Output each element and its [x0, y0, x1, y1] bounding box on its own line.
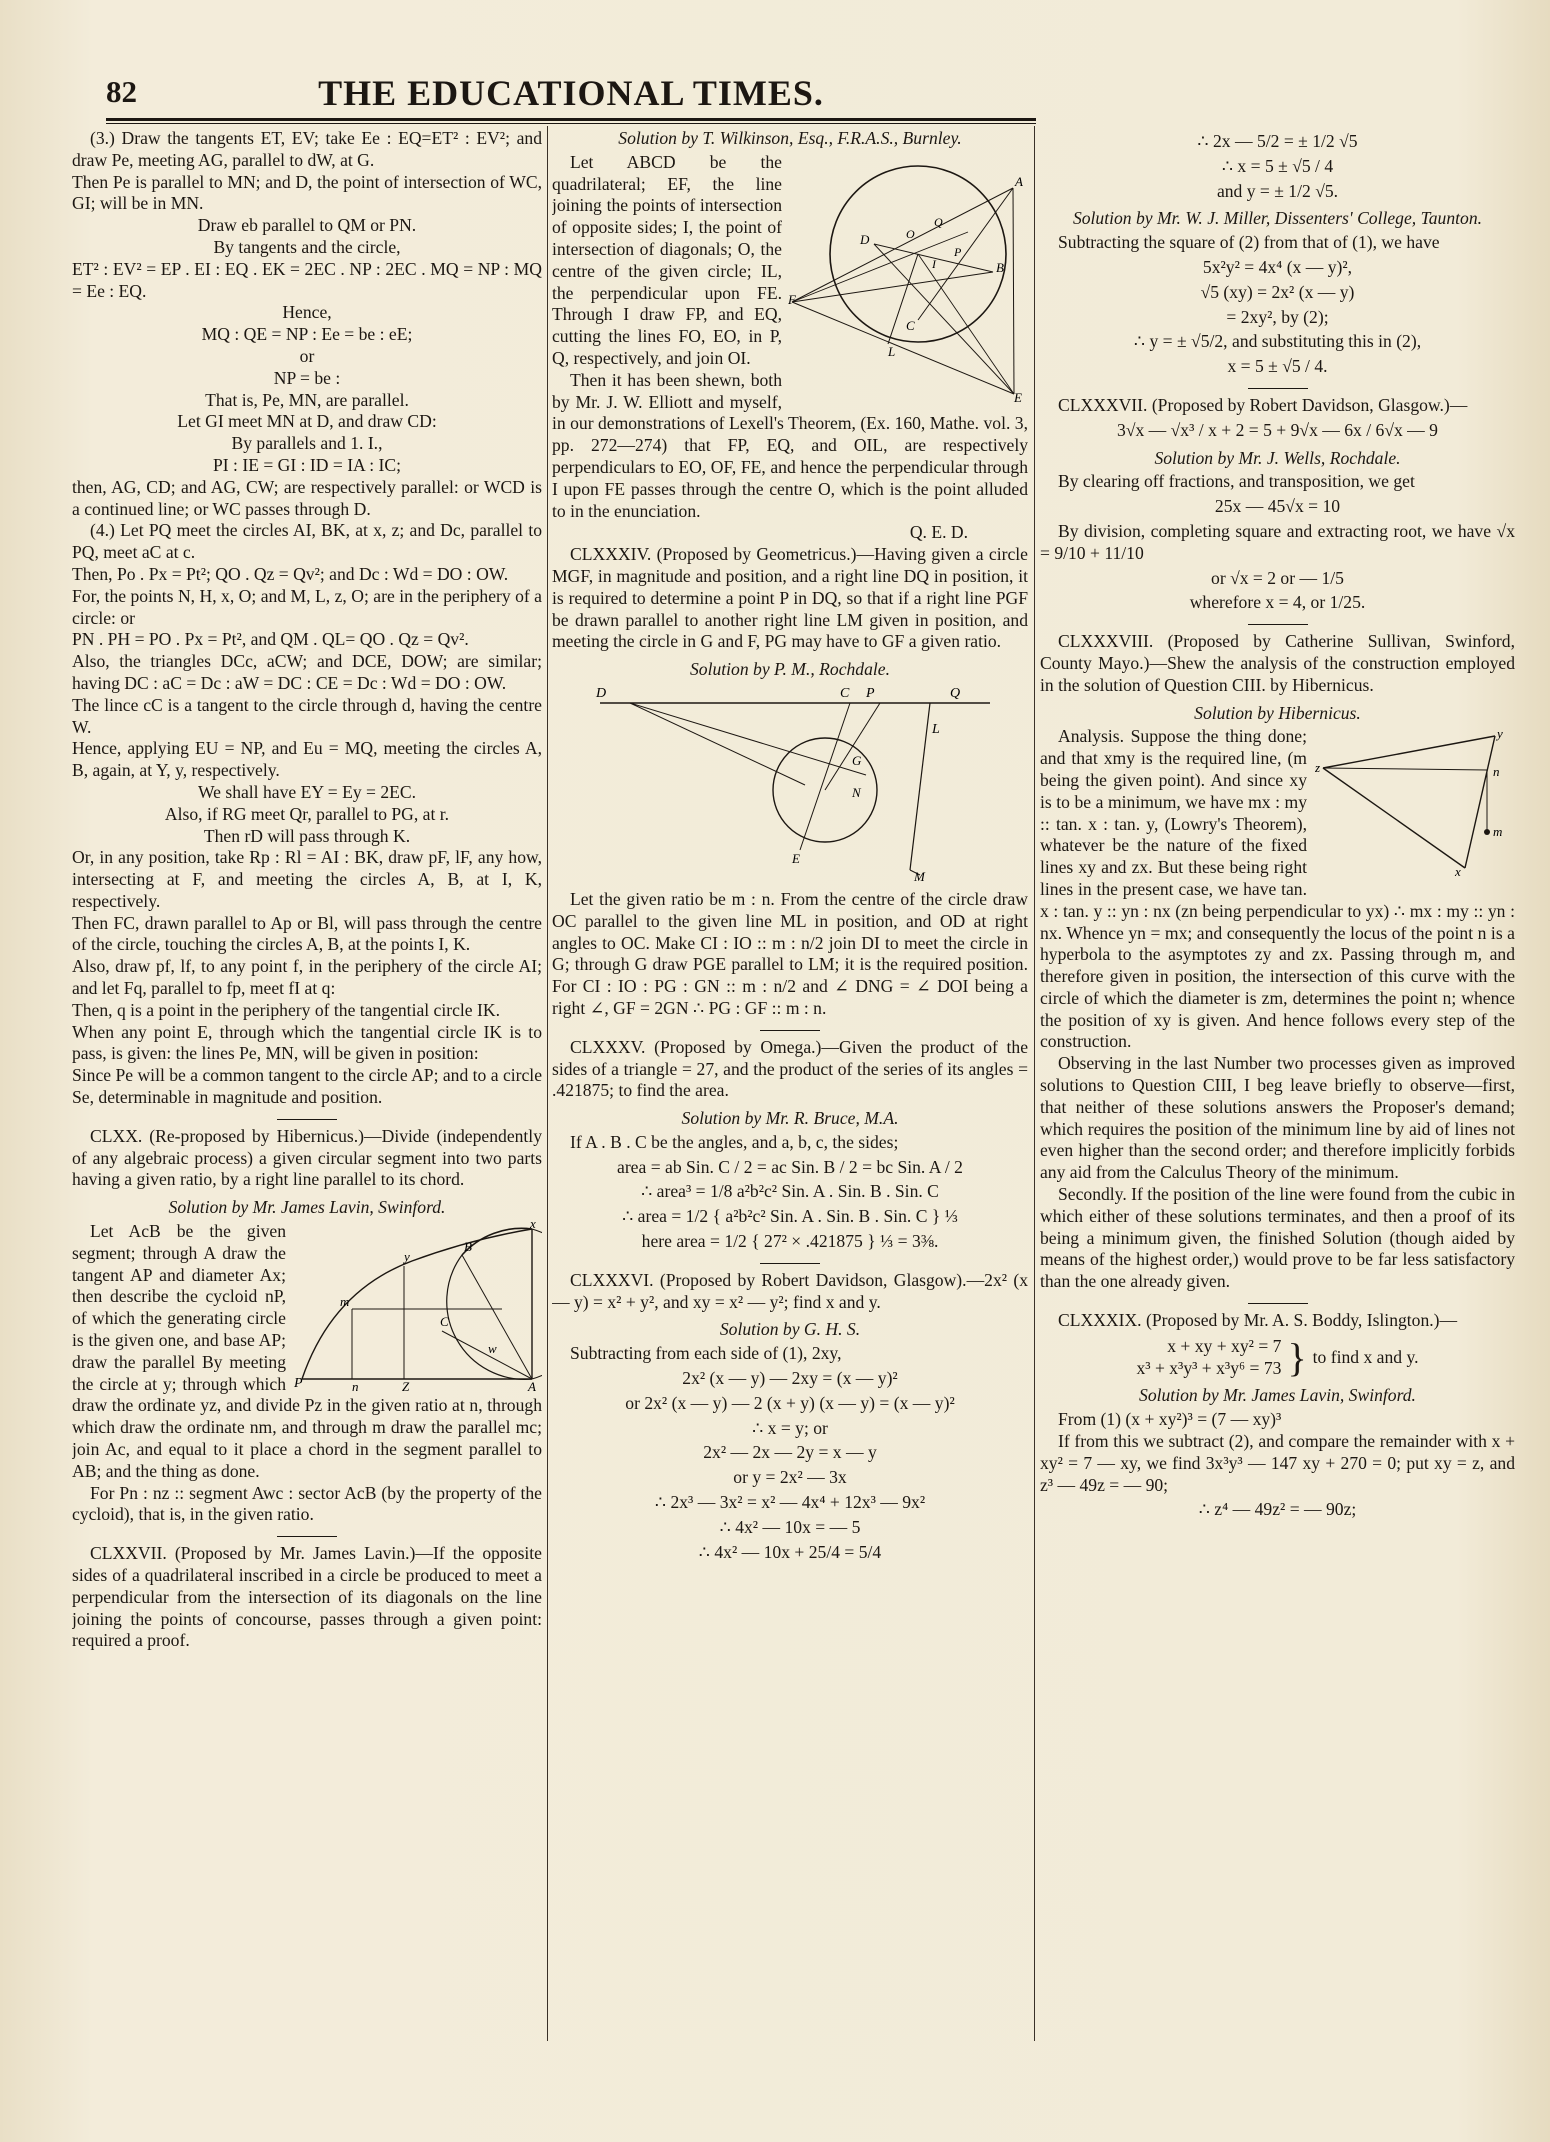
header-rule-thin: [106, 123, 1036, 124]
equation: ∴ 4x² — 10x + 25/4 = 5/4: [698, 1541, 882, 1562]
paragraph: Hence, applying EU = NP, and Eu = MQ, meeting the circles A, B, again, at Y, y, respectively.: [72, 738, 542, 781]
paragraph: Observing in the last Number two processes given as improved solutions to Question CIII, I beg leave briefly to observe—first, that neither of these solutions answers the Proposer's demand; which requires the position of the minimum line by aid of lines not even higher than the second order; and therefore implicitly forbids any aid from the Calculus Theory of the minimum.: [1040, 1053, 1515, 1183]
equation: and y = ± 1/2 √5.: [1216, 180, 1339, 201]
svg-text:Q: Q: [950, 685, 961, 701]
svg-text:Q: Q: [934, 214, 943, 229]
separator-rule: [1248, 1303, 1308, 1304]
equation: MQ : QE = NP : Ee = be : eE;: [201, 324, 413, 345]
equation: wherefore x = 4, or 1/25.: [1189, 592, 1366, 613]
column-divider: [547, 126, 548, 2041]
equation: 25x — 45√x = 10: [1214, 496, 1341, 517]
svg-text:C: C: [906, 317, 915, 333]
svg-text:z: z: [1315, 760, 1321, 776]
paragraph: Also, draw pf, lf, to any point f, in the periphery of the circle AI; and let Fq, parallel to fp, meet fI at q:: [72, 956, 542, 999]
paragraph: By division, completing square and extracting root, we have √x = 9/10 + 11/10: [1040, 520, 1515, 563]
equation: PN . PH = PO . Px = Pt², and QM . QL= QO . Qz = Qv².: [72, 629, 469, 650]
solution-heading: Solution by Mr. J. Wells, Rochdale.: [1154, 447, 1401, 468]
solution-heading: Solution by Mr. R. Bruce, M.A.: [681, 1108, 899, 1129]
separator-rule: [1248, 624, 1308, 625]
question-clxxxviii: CLXXXVIII. (Proposed by Catherine Sullivan, Swinford, County Mayo.)—Shew the analysis of the construction employed in the solution of Question CIII. by Hibernicus.: [1040, 631, 1515, 695]
svg-text:P: P: [954, 244, 962, 259]
svg-text:B: B: [464, 1239, 472, 1255]
equation: x = 5 ± √5 / 4.: [1227, 356, 1328, 377]
svg-text:A: A: [1015, 173, 1023, 189]
svg-text:M: M: [914, 868, 925, 884]
equation: ∴ z⁴ — 49z² = — 90z;: [1198, 1499, 1357, 1520]
paragraph: Let ABCD be the quadrilateral; EF, the line joining the points of intersection of opposite sides; I, the point of intersection of diagonals; O, the centre of the given circle; IL, the perpendicular upon FE. Through I draw FP, and EQ, cutting the lines FO, EO, in P, Q, respectively, and join OI.: [552, 151, 782, 368]
paragraph: From (1) (x + xy²)³ = (7 — xy)³: [1058, 1409, 1282, 1430]
paragraph: By clearing off fractions, and transposition, we get: [1058, 471, 1415, 492]
equation: ET² : EV² = EP . EI : EQ . EK = 2EC . NP : 2EC . MQ = NP : MQ = Ee : EQ.: [72, 258, 542, 301]
solution-heading: Solution by Hibernicus.: [1194, 702, 1361, 723]
separator-rule: [1248, 388, 1308, 389]
paragraph: Draw eb parallel to QM or PN.: [197, 215, 417, 236]
svg-text:D: D: [596, 685, 607, 701]
svg-text:G: G: [852, 752, 862, 768]
svg-text:n: n: [1493, 764, 1500, 780]
equation: ∴ area³ = 1/8 a²b²c² Sin. A . Sin. B . Sin. C: [641, 1181, 939, 1202]
svg-text:E: E: [1014, 389, 1022, 402]
question-clxx: CLXX. (Re-proposed by Hibernicus.)—Divide (independently of any algebraic process) a given circular segment into two parts having a given ratio, by a right line parallel to its chord.: [72, 1125, 542, 1190]
paragraph: Hence,: [282, 302, 332, 323]
svg-text:m: m: [340, 1294, 350, 1310]
paragraph: If A . B . C be the angles, and a, b, c, the sides;: [570, 1131, 899, 1152]
equation: 2x² (x — y) — 2xy = (x — y)²: [682, 1368, 898, 1389]
svg-text:N: N: [852, 784, 861, 800]
svg-text:B: B: [996, 259, 1004, 275]
cycloid-segment-diagram: [292, 1221, 542, 1391]
svg-text:L: L: [932, 721, 940, 737]
equation: or √x = 2 or — 1/5: [1211, 567, 1344, 588]
question-clxxvii: CLXXVII. (Proposed by Mr. James Lavin.)—If the opposite sides of a quadrilateral inscribed in a circle be produced to meet a perpendicular from the intersection of its diagonals on the line joining the points of concourse, passes through a given point: required a proof.: [72, 1543, 542, 1651]
equation: We shall have EY = Ey = 2EC.: [197, 781, 417, 802]
separator-rule: [277, 1119, 337, 1120]
equation-system: x + xy + xy² = 7 x³ + x³y³ + x³y⁶ = 73 } to find x and y.: [1136, 1334, 1419, 1380]
solution-heading: Solution by G. H. S.: [719, 1319, 861, 1340]
page-number: 82: [106, 74, 137, 109]
equation: x + xy + xy² = 7: [1167, 1335, 1282, 1356]
equation: ∴ 2x — 5/2 = ± 1/2 √5: [1197, 131, 1358, 151]
solution-heading: Solution by Mr. W. J. Miller, Dissenters' College, Taunton.: [1072, 208, 1483, 229]
column-1: [72, 128, 542, 2103]
equation: or 2x² (x — y) — 2 (x + y) (x — y) = (x — y)²: [625, 1392, 955, 1413]
paragraph: Then it has been shewn, both by Mr. J. W. Elliott and myself, in our demonstrations of Lexell's Theorem, (Ex. 160, Mathe. vol. 3, pp. 272—274) that FP, EQ, and OIL, are respectively perpendiculars to EO, OF, FE, and hence the perpendicular through I upon FE passes through the centre O, which is the point alluded to in the enunciation.: [552, 369, 1028, 521]
equation: ∴ x = y; or: [752, 1417, 828, 1438]
qed-mark: Q. E. D.: [909, 522, 968, 543]
equation: ∴ 4x² — 10x = — 5: [719, 1516, 861, 1537]
paragraph: Subtracting from each side of (1), 2xy,: [570, 1343, 842, 1364]
header-rule: [106, 118, 1036, 121]
paragraph: Let AcB be the given segment; through A draw the tangent AP and diameter Ax; then describe the cycloid nP, of which the generating circle is the given one, and base AP; draw the parallel By meeting the circle at y; through which draw the ordinate yz, and divide Pz in the given ratio at n, through which draw the ordinate nm, and through m draw the parallel mc; join Ac, and equal to it place a chord in the segment parallel to AB; and the thing as done.: [72, 1221, 542, 1481]
svg-text:m: m: [1493, 824, 1503, 840]
svg-text:A: A: [528, 1379, 536, 1392]
svg-text:x: x: [530, 1221, 536, 1232]
svg-text:F: F: [788, 291, 796, 307]
svg-text:C: C: [840, 685, 850, 701]
paragraph: Analysis. Suppose the thing done; and that xmy is the required line, (m being the given point). And since xy is to be a minimum, we have mx : my :: tan. x : tan. y, (Lowry's Theorem), whatever be the nature of the fixed lines xy and zx. But these being right lines in the present case, we have tan. x : tan. y :: yn : nx (zn being perpendicular to yx) ∴ mx : my :: yn : nx. Whence yn = mx; and consequently the locus of the point n is a hyperbola to the asymptotes zy and zx. Passing through m, and therefore given in position, the intersection of this curve with the circle of which the diameter is zm, determines the point n; whence the position of xy is given. And hence follows every step of the construction.: [1040, 726, 1515, 1052]
svg-text:C: C: [440, 1314, 449, 1330]
question-clxxxvi: CLXXXVI. (Proposed by Robert Davidson, Glasgow).—2x² (x — y) = x² + y², and xy = x² — y²; find x and y.: [552, 1269, 1028, 1312]
equation: 2x² — 2x — 2y = x — y: [703, 1442, 877, 1463]
equation: here area = 1/2 { 27² × .421875 } ⅓ = 3⅜.: [641, 1231, 939, 1252]
paragraph: Then rD will pass through K.: [203, 825, 411, 846]
paragraph: By tangents and the circle,: [213, 236, 401, 257]
svg-text:D: D: [860, 231, 870, 247]
paragraph: (3.) Draw the tangents ET, EV; take Ee : EQ=ET² : EV²; and draw Pe, meeting AG, parallel to dW, at G.: [72, 128, 542, 170]
paragraph: For, the points N, H, x, O; and M, L, z, O; are in the periphery of a circle: or: [72, 585, 542, 628]
paragraph: When any point E, through which the tangential circle IK is to pass, is given: the lines Pe, MN, will be given in position:: [72, 1021, 542, 1064]
question-clxxxix: CLXXXIX. (Proposed by Mr. A. S. Boddy, Islington.)—: [1058, 1310, 1458, 1331]
svg-text:y: y: [1497, 728, 1503, 742]
svg-text:y: y: [404, 1249, 410, 1265]
equation: 3√x — √x³ / x + 2 = 5 + 9√x — 6x / 6√x — 9: [1117, 419, 1438, 440]
separator-rule: [760, 1030, 820, 1031]
paragraph: or: [299, 345, 315, 366]
paragraph: Let the given ratio be m : n. From the centre of the circle draw OC parallel to the given line ML in position, and OD at right angles to OC. Make CI : IO :: m : n/2 join DI to meet the circle in G; through G draw PGE parallel to LM; it is the required position. For CI : IO : PG : GN :: m : n/2 and ∠ DNG = ∠ DOI being a right ∠, GF = 2GN ∴ PG : GF :: m : n.: [552, 888, 1028, 1018]
equation: area = ab Sin. C / 2 = ac Sin. B / 2 = bc Sin. A / 2: [617, 1156, 963, 1177]
paragraph: By parallels and 1. I.,: [231, 433, 383, 454]
paragraph: Subtracting the square of (2) from that of (1), we have: [1058, 232, 1440, 253]
equation: ∴ 2x³ — 3x² = x² — 4x⁴ + 12x³ — 9x²: [654, 1492, 926, 1513]
paragraph: Also, if RG meet Qr, parallel to PG, at r.: [164, 803, 450, 824]
paragraph: For Pn : nz :: segment Awc : sector AcB (by the property of the cycloid), that is, in the given ratio.: [72, 1482, 542, 1525]
minimum-line-diagram: [1315, 728, 1515, 878]
solution-heading: Solution by Mr. James Lavin, Swinford.: [168, 1197, 446, 1218]
paragraph: Secondly. If the position of the line were found from the cubic in which either of these solutions terminates, and then a proof of its being a minimum given, the finished Solution (though aided by means of the highest order,) would prove to be far less satisfactory than the one already given.: [1040, 1184, 1515, 1292]
paragraph: Let GI meet MN at D, and draw CD:: [177, 411, 437, 432]
paragraph: Or, in any position, take Rp : Rl = AI : BK, draw pF, lF, any how, intersecting at F, and meeting the circles A, B, at I, K, respectively.: [72, 847, 542, 911]
svg-text:I: I: [932, 256, 936, 271]
solution-heading: Solution by Mr. James Lavin, Swinford.: [1139, 1385, 1416, 1406]
paragraph: Then, Po . Px = Pt²; QO . Qz = Qv²; and Dc : Wd = DO : OW.: [72, 563, 509, 584]
svg-text:n: n: [352, 1379, 359, 1392]
equation-note: to find x and y.: [1312, 1346, 1419, 1367]
question-clxxxvii: CLXXXVII. (Proposed by Robert Davidson, Glasgow.)—: [1058, 394, 1468, 415]
svg-text:P: P: [294, 1376, 303, 1392]
svg-text:E: E: [792, 850, 800, 866]
equation: or y = 2x² — 3x: [733, 1467, 847, 1488]
question-clxxxiv: CLXXXIV. (Proposed by Geometricus.)—Having given a circle MGF, in magnitude and position, and a right line DQ in position, it is required to determine a point P in DQ, so that if a right line PGF be drawn parallel to another right line LM given in position, and meeting the circle in G and F, PG may have to GF a given ratio.: [552, 544, 1028, 652]
masthead-title: THE EDUCATIONAL TIMES.: [318, 73, 824, 113]
equation: ∴ x = 5 ± √5 / 4: [1221, 155, 1334, 176]
paragraph: (4.) Let PQ meet the circles AI, BK, at x, z; and Dc, parallel to PQ, meet aC at c.: [72, 520, 542, 563]
question-clxxxv: CLXXXV. (Proposed by Omega.)—Given the product of the sides of a triangle = 27, and the product of the series of its angles = .421875; to find the area.: [552, 1036, 1028, 1101]
separator-rule: [760, 1263, 820, 1264]
circle-line-diagram: [570, 685, 1010, 885]
svg-text:Z: Z: [402, 1379, 410, 1392]
svg-text:x: x: [1455, 864, 1461, 879]
svg-text:w: w: [488, 1341, 497, 1357]
paragraph: Then Pe is parallel to MN; and D, the point of intersection of WC, GI; will be in MN.: [72, 171, 542, 214]
page-header: [106, 74, 1036, 120]
paragraph: Then FC, drawn parallel to Ap or Bl, will pass through the centre of the circle, touching the circles A, B, at the points I, K.: [72, 912, 542, 955]
equation: NP = be :: [273, 367, 341, 388]
quadrilateral-circle-diagram: [788, 152, 1028, 402]
equation: x³ + x³y³ + x³y⁶ = 73: [1136, 1357, 1282, 1378]
solution-heading: Solution by P. M., Rochdale.: [689, 659, 891, 680]
paragraph: Then, q is a point in the periphery of the tangential circle IK.: [72, 999, 500, 1020]
column-2: [552, 128, 1028, 2103]
equation: PI : IE = GI : ID = IA : IC;: [213, 454, 401, 475]
paragraph: Since Pe will be a common tangent to the circle AP; and to a circle Se, determinable in magnitude and position.: [72, 1065, 542, 1108]
paragraph: That is, Pe, MN, are parallel.: [205, 389, 409, 410]
separator-rule: [277, 1536, 337, 1537]
paragraph: Also, the triangles DCc, aCW; and DCE, DOW; are similar; having DC : aC = Dc : aW = DC : CE = Dc : Wd = DO : OW.: [72, 651, 542, 693]
paragraph: The lince cC is a tangent to the circle through d, having the centre W.: [72, 694, 542, 737]
equation: √5 (xy) = 2x² (x — y): [1200, 281, 1355, 302]
equation: 5x²y² = 4x⁴ (x — y)²,: [1202, 256, 1353, 277]
paragraph: If from this we subtract (2), and compare the remainder with x + xy² = 7 — xy, we find 3x³y³ — 147 xy + 270 = 0; put xy = z, and z³ — 49z = — 90;: [1040, 1431, 1515, 1495]
equation: ∴ y = ± √5/2, and substituting this in (2),: [1133, 331, 1422, 352]
column-divider: [1034, 126, 1035, 2041]
svg-text:P: P: [866, 685, 875, 701]
equation: = 2xy², by (2);: [1226, 306, 1329, 327]
paragraph: then, AG, CD; and AG, CW; are respectively parallel: or WCD is a continued line; or WC passes through D.: [72, 476, 542, 519]
column-3: [1040, 128, 1515, 2103]
svg-text:L: L: [888, 343, 896, 359]
svg-text:O: O: [906, 226, 915, 241]
equation: ∴ area = 1/2 { a²b²c² Sin. A . Sin. B . Sin. C } ⅓: [622, 1206, 958, 1227]
solution-heading: Solution by T. Wilkinson, Esq., F.R.A.S., Burnley.: [618, 128, 962, 148]
